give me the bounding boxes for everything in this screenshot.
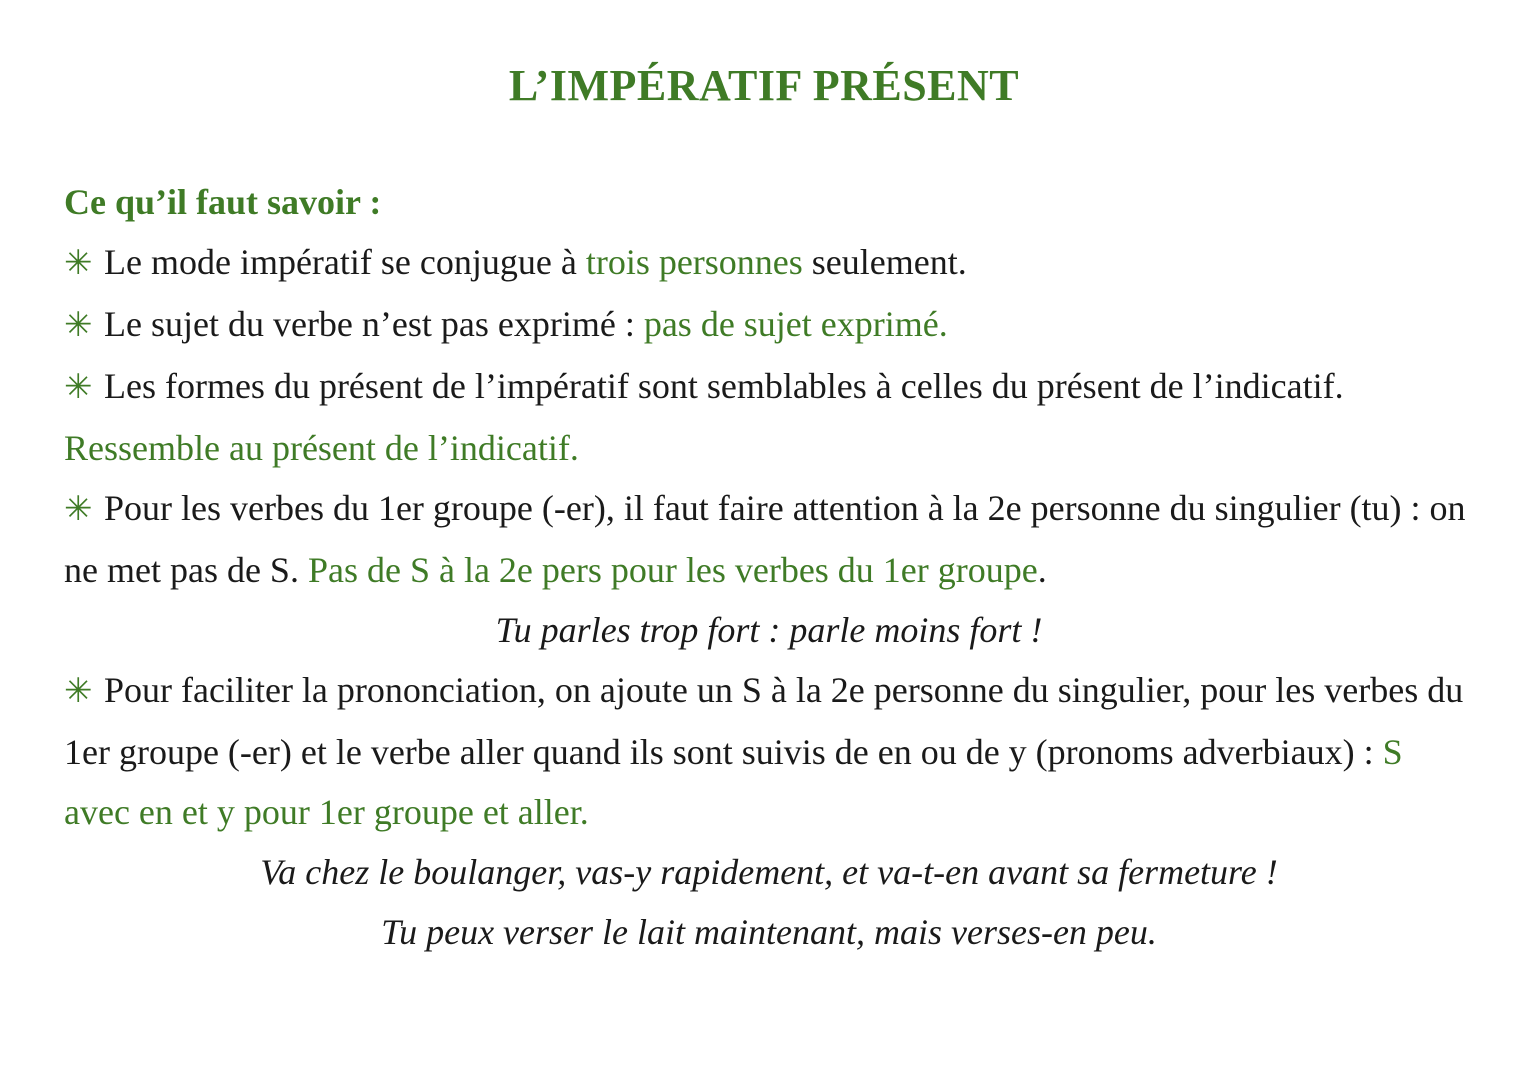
asterisk-bullet-icon: ✳ <box>64 369 93 406</box>
point-5-highlight: S avec en et y pour 1er groupe et aller. <box>64 732 1403 832</box>
example-2: Va chez le boulanger, vas-y rapidement, et va-t-en avant sa fermeture ! <box>260 852 1278 892</box>
point-4-highlight: Pas de S à la 2e pers pour les verbes du 1er groupe <box>307 550 1038 590</box>
point-2-highlight: pas de sujet exprimé <box>643 304 939 344</box>
example-3: Tu peux verser le lait maintenant, mais verses-en peu. <box>381 912 1157 952</box>
point-2-text: Le sujet du verbe n’est pas exprimé : <box>104 304 644 344</box>
point-4-text: Pour les verbes du 1er groupe (-er), il faut faire attention à la 2e personne du singulier (tu) : on ne met pas de S. <box>64 488 1466 590</box>
point-2-after: . <box>938 304 948 344</box>
point-5 <box>64 660 1474 842</box>
point-3-highlight: Ressemble au présent de l’indicatif. <box>64 428 579 468</box>
asterisk-bullet-icon: ✳ <box>64 307 93 344</box>
asterisk-bullet-icon: ✳ <box>64 491 93 528</box>
lesson-content <box>64 172 1474 962</box>
section-heading: Ce qu’il faut savoir : <box>64 182 382 222</box>
point-1-highlight: trois personnes <box>585 242 803 282</box>
example-1: Tu parles trop fort : parle moins fort ! <box>495 610 1043 650</box>
point-2 <box>64 294 1474 356</box>
point-1-after: seulement. <box>802 242 967 282</box>
point-4 <box>64 478 1474 600</box>
page-title: L’IMPÉRATIF PRÉSENT <box>508 61 1020 110</box>
point-1-text: Le mode impératif se conjugue à <box>104 242 586 282</box>
point-1 <box>64 232 1474 294</box>
asterisk-bullet-icon: ✳ <box>64 673 93 710</box>
asterisk-bullet-icon: ✳ <box>64 245 93 282</box>
point-5-text: Pour faciliter la prononciation, on ajoute un S à la 2e personne du singulier, pour les verbes du 1er groupe (-er) et le verbe aller quand ils sont suivis de en ou de y (pronoms adverbiaux) : <box>64 670 1464 772</box>
point-3 <box>64 356 1474 478</box>
point-4-after: . <box>1037 550 1047 590</box>
point-3-text: Les formes du présent de l’impératif sont semblables à celles du présent de l’indicatif. <box>104 366 1344 406</box>
